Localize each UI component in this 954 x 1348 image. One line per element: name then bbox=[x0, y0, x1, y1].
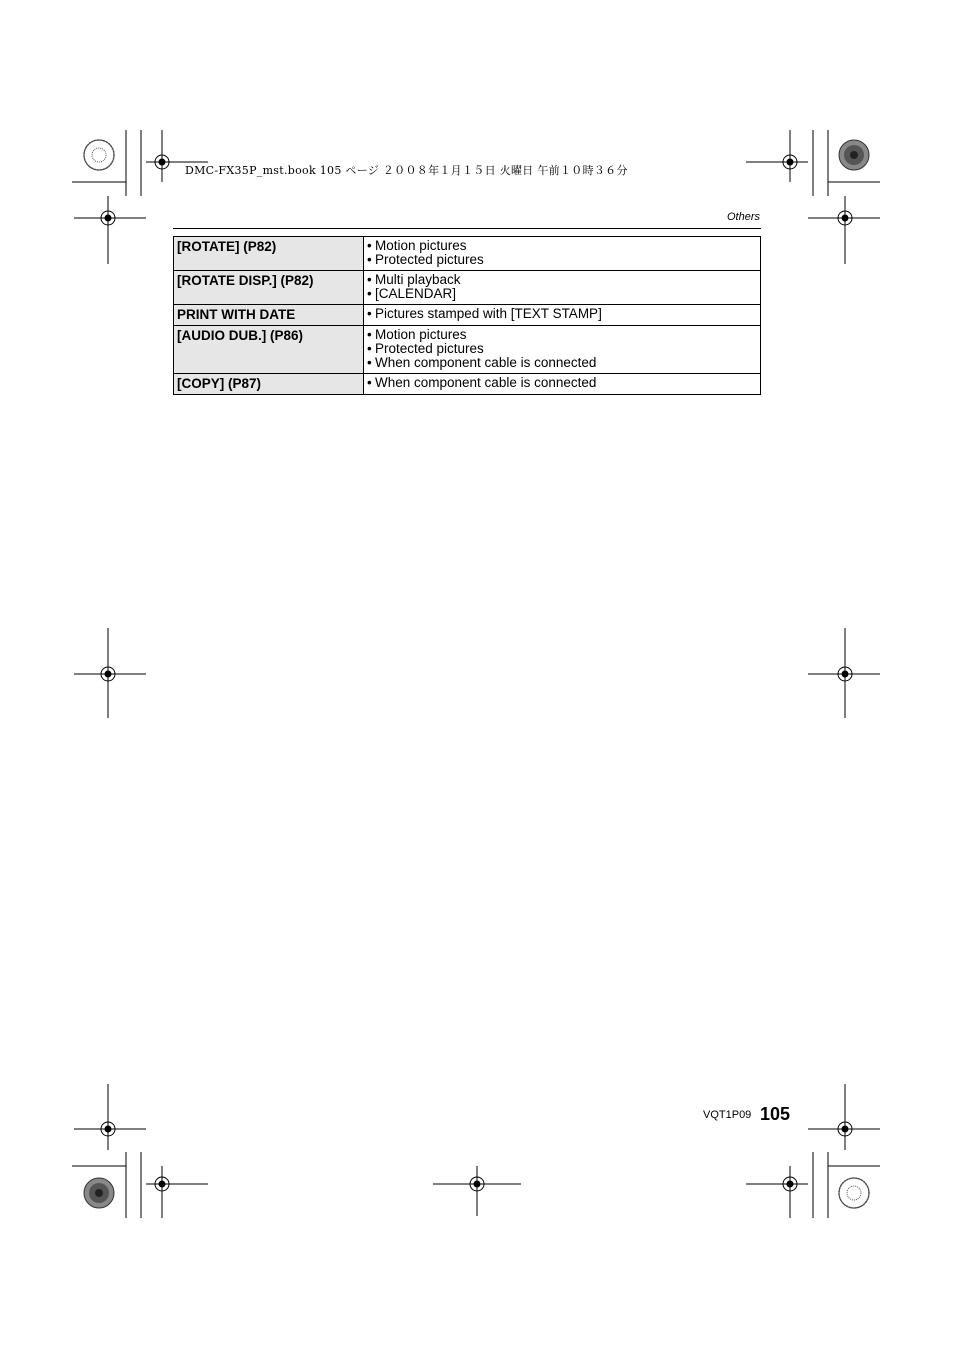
table-row bbox=[174, 305, 761, 326]
table-row bbox=[174, 326, 761, 374]
list-item: • When component cable is connected bbox=[367, 376, 756, 390]
star-target-icon bbox=[84, 1178, 114, 1208]
star-target-icon bbox=[84, 140, 114, 170]
registration-mark-icon bbox=[746, 130, 808, 182]
registration-mark-icon bbox=[808, 628, 880, 718]
print-header: DMC-FX35P_mst.book 105 ページ ２００８年１月１５日 火曜日 午前１０時３６分 bbox=[185, 164, 628, 177]
table-value-cell bbox=[364, 374, 761, 395]
list-item: • Motion pictures bbox=[367, 239, 756, 253]
registration-mark-icon bbox=[746, 1166, 808, 1218]
registration-mark-icon bbox=[74, 196, 146, 264]
table-key-cell: [ROTATE] (P82) bbox=[174, 237, 364, 271]
list-item: • Protected pictures bbox=[367, 253, 756, 267]
table-row bbox=[174, 237, 761, 271]
header-rule bbox=[173, 228, 761, 229]
registration-mark-icon bbox=[146, 1166, 208, 1218]
registration-mark-icon bbox=[808, 1084, 880, 1150]
list-item: • Motion pictures bbox=[367, 328, 756, 342]
table-value-cell bbox=[364, 326, 761, 374]
list-item: • Pictures stamped with [TEXT STAMP] bbox=[367, 307, 756, 321]
registration-mark-icon bbox=[74, 628, 146, 718]
registration-mark-icon bbox=[74, 1084, 146, 1150]
table-value-cell bbox=[364, 271, 761, 305]
table-key-cell: [ROTATE DISP.] (P82) bbox=[174, 271, 364, 305]
table-key-cell: PRINT WITH DATE bbox=[174, 305, 364, 326]
restrictions-table bbox=[173, 236, 761, 395]
table-row bbox=[174, 271, 761, 305]
star-target-icon bbox=[839, 140, 869, 170]
table-value-cell bbox=[364, 305, 761, 326]
table-key-cell: [AUDIO DUB.] (P86) bbox=[174, 326, 364, 374]
table-key-cell: [COPY] (P87) bbox=[174, 374, 364, 395]
list-item: • When component cable is connected bbox=[367, 356, 756, 370]
page-number: 105 bbox=[760, 1104, 791, 1124]
list-item: • Protected pictures bbox=[367, 342, 756, 356]
table-value-cell bbox=[364, 237, 761, 271]
list-item: • [CALENDAR] bbox=[367, 287, 756, 301]
section-label: Others bbox=[726, 211, 760, 223]
registration-mark-icon bbox=[433, 1166, 521, 1216]
model-code: VQT1P09 bbox=[703, 1109, 752, 1121]
registration-mark-icon bbox=[808, 196, 880, 264]
star-target-icon bbox=[839, 1178, 869, 1208]
table-row bbox=[174, 374, 761, 395]
list-item: • Multi playback bbox=[367, 273, 756, 287]
